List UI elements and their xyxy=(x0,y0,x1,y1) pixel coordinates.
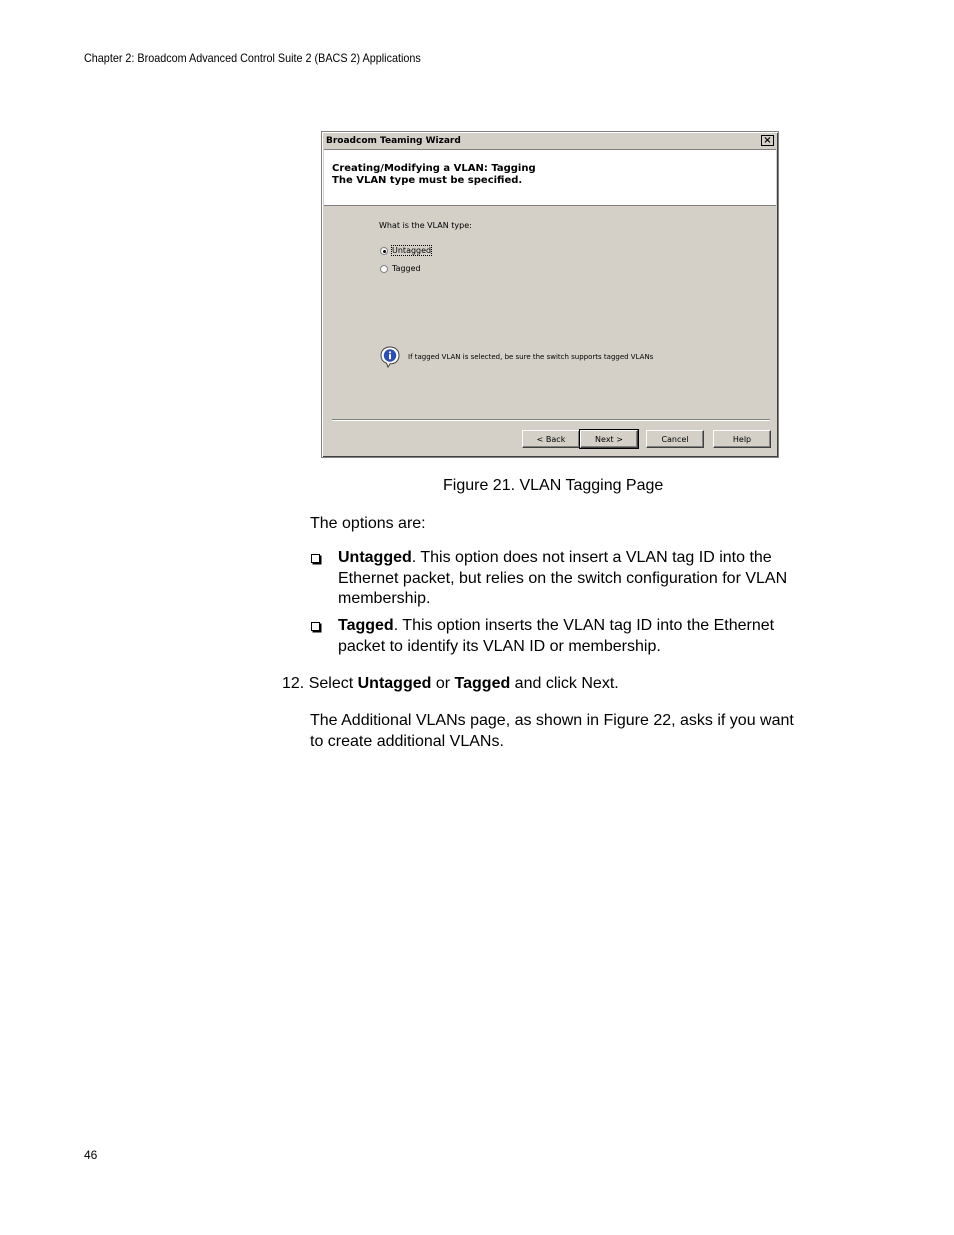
back-button[interactable]: < Back xyxy=(522,430,580,448)
close-button[interactable]: × xyxy=(761,135,774,146)
bullet-tagged-text-1: . This option inserts the VLAN tag ID into the Ethernet xyxy=(393,617,775,634)
bullet-untagged-term: Untagged xyxy=(338,549,412,566)
closing-line-2: to create additional VLANs. xyxy=(310,732,504,750)
step-text-3: and click Next. xyxy=(510,675,619,692)
step-term-tagged: Tagged xyxy=(454,675,511,692)
wizard-header-subtitle: The VLAN type must be specified. xyxy=(332,175,523,186)
bullet-untagged-text-3: membership. xyxy=(338,590,431,607)
step-text-2: or xyxy=(431,675,455,692)
running-header: Chapter 2: Broadcom Advanced Control Suite 2 (BACS 2) Applications xyxy=(84,51,421,65)
wizard-header-title: Creating/Modifying a VLAN: Tagging xyxy=(332,163,536,174)
dialog-titlebar xyxy=(324,134,776,150)
help-button[interactable]: Help xyxy=(713,430,771,448)
vlan-type-question: What is the VLAN type: xyxy=(379,221,472,230)
info-balloon-icon xyxy=(379,346,401,368)
closing-line-1: The Additional VLANs page, as shown in Figure 22, asks if you want xyxy=(310,712,794,729)
info-message: If tagged VLAN is selected, be sure the switch supports tagged VLANs xyxy=(408,353,654,361)
bullet-tagged-term: Tagged xyxy=(338,617,394,634)
bullet-tagged xyxy=(338,616,774,657)
page-number: 46 xyxy=(84,1148,98,1162)
closing-paragraph xyxy=(310,711,794,752)
cancel-button[interactable]: Cancel xyxy=(646,430,704,448)
options-intro: The options are: xyxy=(310,515,426,532)
step-term-untagged: Untagged xyxy=(357,675,432,692)
button-separator xyxy=(332,419,770,421)
figure-caption: Figure 21. VLAN Tagging Page xyxy=(443,477,664,494)
radio-tagged-label: Tagged xyxy=(392,264,421,273)
step-number: 12. xyxy=(282,675,305,692)
bullet-box-icon xyxy=(311,622,320,631)
radio-untagged[interactable] xyxy=(380,246,431,255)
step-text-1: Select xyxy=(308,675,358,692)
next-button[interactable]: Next > xyxy=(580,430,638,448)
teaming-wizard-dialog xyxy=(321,131,779,458)
bullet-untagged-text-1: . This option does not insert a VLAN tag ID into the xyxy=(411,549,772,566)
wizard-header xyxy=(324,150,776,206)
bullet-tagged-text-2: packet to identify its VLAN ID or membership. xyxy=(338,637,661,655)
bullet-untagged xyxy=(338,548,787,610)
radio-tagged[interactable] xyxy=(380,264,421,273)
radio-untagged-control[interactable] xyxy=(380,247,388,255)
step-12 xyxy=(282,674,619,695)
bullet-untagged-text-2: Ethernet packet, but relies on the switch configuration for VLAN xyxy=(338,569,788,587)
bullet-box-icon xyxy=(311,554,320,563)
radio-untagged-label: Untagged xyxy=(392,246,432,255)
radio-tagged-control[interactable] xyxy=(380,265,388,273)
dialog-title: Broadcom Teaming Wizard xyxy=(326,136,461,146)
